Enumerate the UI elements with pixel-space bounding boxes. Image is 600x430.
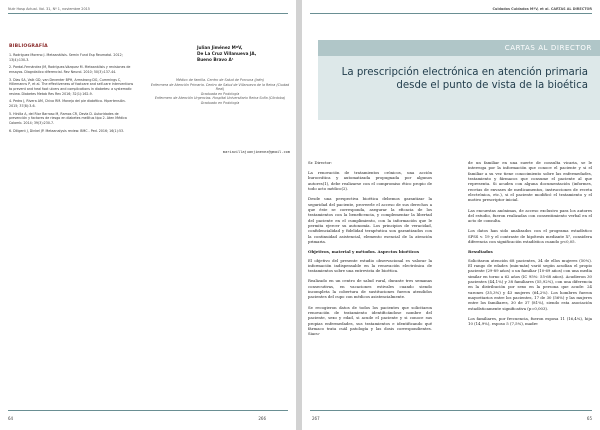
right-folio-outer: 65 [586,416,592,421]
body-paragraph: Realizado en un centro de salud rural, durante tres semanas consecutivas, en vacaciones estivales cuando siendo incompleta la cobertura de sustituciones fueron atendidos pacientes del cupo con médicos asistencialmente. [308,278,432,300]
affiliation-line: Médico de familia. Centro de Salud de Porcuna (Jaén) [175,78,265,82]
reference-item: 6. Diligent J, Dinkel JP. Metaanalysis review. BMC - Ped. 2016; 16(1):53. [9,128,125,133]
right-footer-rule [310,410,592,411]
section-label-band: CARTAS AL DIRECTOR [318,40,600,56]
affiliation-list [150,78,290,106]
reference-item: 2. Pardal-Fernández JM, Rodríguez-Vázquez M. Metaanálisis y revisiones de ensayos. Diagnóstico diferencial. Rev Neurol. 2010; 50(3):137-44. [9,65,131,74]
body-paragraph: Se recogieron datos de todos los pacientes que solicitaron renovación de tratamiento identificándose nombre del paciente, sexo y edad, si acude el paciente y si conoce sus propias enfermedades, sus tratamientos e identificando qué fármaco trata cuál patología y las dosis correspondientes. Siacu- [308,304,432,337]
author-name: De La Cruz Villanueva JA, [197,50,257,56]
reference-item: 5. Hinilla A, del Rior Barroso M, Ramos CR, Devla D. Autoridades de prevención y factores de riesgo en diabetes mellitus tipo 2. Aten Médica Colomb. 2014; 39(3):230-7. [9,111,127,125]
reference-item: 1. Rodríguez Moreno J. Metaanálisis. Semin Fund Esp Reumatol. 2012; 13(4):130-3. [9,53,123,62]
article-title-line: La prescripción electrónica en atención primaria [341,67,588,78]
left-header-rule [8,13,288,14]
affiliation-line: Enfermera de Atención Primaria. Centro de Salud de Villanueva de la Reina (Ciudad Real) [150,82,290,92]
body-paragraph: La renovación de tratamientos crónicos, una acción burocrática y automatizada propugnada por algunos autores(1), debe realizarse con el compromiso ético propio de todo acto médico(2). [308,170,432,192]
right-running-head: Cuidados Cuidados MªV, et al. CARTAS AL DIRECTOR [492,7,592,11]
affiliation-line: Enfermero de Atención Urgencias. Hospital Universitario Reina Sofía (Córdoba) [154,96,286,101]
reference-list [9,53,134,136]
affiliation-line: Graduada en Podología [200,91,240,96]
article-title-box [318,56,600,120]
affiliation-line: Graduado en Podología [200,100,240,105]
body-paragraph: El objetivo del presente estudio observacional es valorar la información indispensable en la renovación electrónica de tratamientos sobre una entrevista de bioética. [308,257,432,274]
contact-email[interactable]: mariavillajuanjimenez@gmail.com [222,150,290,154]
left-page [0,0,296,430]
reference-item: 3. Dias SA, Valk GD, van Deventer BPH, Armstrong DG, Cummings C, Hillemanns P, et al. The effectiveness of footcare and self-care interventions to prevent and heal foot ulcers and complications in diabetes: a systematic review. Diabetes Metab Res Rev 2016; 32(1):162-9. [9,77,134,96]
author-name: Bueno Bravo A¹ [197,56,234,62]
body-paragraph: Desde una perspectiva bioética debemos garantizar la seguridad del paciente, proveerle el acceso de sus derechos a que éste se corresponda, asegurar la eficacia de los tratamientos con la beneficencia, y complementar la libertad del paciente en el cumplimiento, con la información que le permita ejercer su autonomía. Los principios de veracidad, confidencialidad y fidelidad terapéutica son garantizados con la continuidad asistencial, elemento esencial de la atención primaria. [308,196,432,245]
left-running-head: Nutr Hosp Actual. Vol. 31, Nº 1, noviembre 2015 [8,7,90,11]
right-page [302,0,600,430]
body-column-right [468,160,592,331]
article-title-line: desde el punto de vista de la bioética [396,80,588,91]
body-paragraph: Los familiares, por frecuencia, fueron esposa 11 (16,4%), hija 10 (14,9%), esposo 5 (7,5%), madre [468,315,592,327]
left-folio-outer: 64 [8,416,14,421]
bibliography-title: BIBLIOGRAFÍA [9,44,48,49]
body-paragraph: de un familiar en una suerte de consulta vicaria, se le interroga por la información que conoce el paciente y si el familiar a su vez tiene conocimiento sobre las enfermedades, tratamiento y fármacos que consume el paciente al que representa. Si acuden con alguna documentación (informes, recetas de envases de medicamentos, instrucciones de receta electrónica, etc.), si el paciente modificó el tratamiento y el motivo prescriptor inicial. [468,160,592,203]
section-heading: Objetivos, material y métodos. Aspectos bioéticos [308,249,420,255]
left-footer-rule [8,410,288,411]
section-heading: Resultados [468,249,493,255]
left-folio-inner: 266 [258,416,266,421]
author-list [197,45,287,62]
body-paragraph: Las encuestas anónimas, de acceso exclusivo para los autores del estudio, fueron realizadas con consentimiento verbal en el acto de consulta. [468,207,592,224]
body-column-left [308,160,432,341]
reference-item: 4. Pedro J, Rivera AM, Chiva RM. Manejo del pie diabético. Hipertensión. 2015; 37(8):3-6. [9,99,126,108]
right-folio-inner: 267 [312,416,320,421]
body-paragraph: Solicitaron atención 68 pacientes, 34 de ellos mujeres (50%). El rango de edades (min-máx) varió según acudían el propio paciente (29-89 años) o un familiar (10-69 años) con una media similar en torno a 62 años (IC 95%: 55-68 años). Acudieron 30 pacientes (44,1%) y 38 familiares (55,92%), con una diferencia en la distribución por sexo en la persona que acude: 24 varones (35,3%) y 43 mujeres (64,2%). Los hombres fueron mayoritarios entre los pacientes, 17 de 30 (56%) y las mujeres entre los familiares, 30 de 37 (81%), siendo esta asociación estadísticamente significativa (p=0,003). [468,257,592,311]
body-paragraph: Los datos han sido analizados con el programa estadístico SPSS v. 19 y el contraste de hipótesis mediante X², considera diferencia con significación estadística cuando p<0,05. [468,228,592,245]
author-name: Julian Jiménez MªV, [197,45,243,50]
salutation: Sr. Director: [308,160,333,165]
right-header-rule [310,13,592,14]
